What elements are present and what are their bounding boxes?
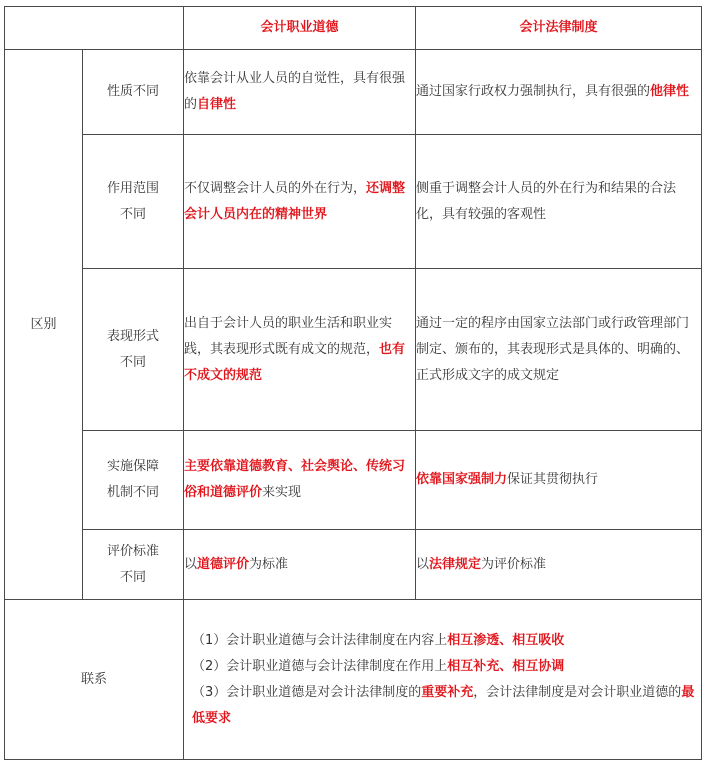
aspect-label-line: 不同 <box>119 354 146 370</box>
moral-cell <box>184 50 416 135</box>
relation-content <box>184 600 702 760</box>
aspect-label-line: 作用范围 <box>106 180 159 196</box>
law-cell <box>416 431 702 530</box>
header-row <box>5 7 702 50</box>
body-text: 出自于会计人员的职业生活和职业实践，其表现形式既有成文的规范， <box>184 315 393 357</box>
body-text: 依靠会计从业人员的自觉性，具有很强的 <box>184 71 406 112</box>
aspect-label-line: 性质不同 <box>106 84 159 99</box>
table-row <box>5 269 702 431</box>
highlight-text: 重要补充 <box>421 684 474 700</box>
body-text: ，会计法律制度是对会计职业道德的 <box>473 684 682 700</box>
relation-item <box>184 628 701 654</box>
body-text: 不仅调整会计人员的外在行为， <box>184 180 367 196</box>
aspect-label-line: 表现形式 <box>106 328 159 344</box>
body-text: （1）会计职业道德与会计法律制度在内容上 <box>192 632 448 648</box>
relation-item <box>184 654 701 680</box>
body-text: 保证其贯彻执行 <box>507 472 599 487</box>
body-text: （3）会计职业道德是对会计法律制度的 <box>192 684 422 700</box>
body-text: 来实现 <box>262 485 302 500</box>
body-text: 通过一定的程序由国家立法部门或行政管理部门制定、颁布的，其表现形式是具体的、明确的、正式形成文字的成文规定 <box>416 315 690 383</box>
body-text: 通过国家行政权力强制执行，具有很强的 <box>416 84 651 99</box>
header-blank-cell <box>5 7 184 50</box>
highlight-text: 道德评价 <box>197 556 250 572</box>
body-text: 为评价标准 <box>481 556 547 572</box>
highlight-text: 相互渗透、相互吸收 <box>447 632 565 648</box>
highlight-text: 自律性 <box>197 97 237 112</box>
relation-row <box>5 600 702 760</box>
comparison-table <box>4 6 702 760</box>
highlight-text: 还调整会计人员内在的精神世界 <box>184 180 406 222</box>
highlight-text: 依靠国家强制力 <box>416 472 508 487</box>
law-cell <box>416 135 702 269</box>
table-row <box>5 431 702 530</box>
moral-cell <box>184 269 416 431</box>
aspect-cell <box>83 50 184 135</box>
highlight-text: 他律性 <box>650 84 690 99</box>
highlight-text: 主要依靠道德教育、社会舆论、传统习俗和道德评价 <box>184 459 406 500</box>
body-text: （2）会计职业道德与会计法律制度在作用上 <box>192 658 448 674</box>
aspect-cell <box>83 269 184 431</box>
aspect-cell <box>83 431 184 530</box>
header-law: 会计法律制度 <box>416 7 702 50</box>
relation-label: 联系 <box>5 600 184 760</box>
highlight-text: 也有不成文的规范 <box>184 341 406 383</box>
law-cell <box>416 530 702 600</box>
moral-cell <box>184 135 416 269</box>
law-cell <box>416 269 702 431</box>
body-text: 以 <box>184 556 198 572</box>
comparison-page <box>4 6 701 760</box>
aspect-cell <box>83 135 184 269</box>
aspect-label-line: 实施保障 <box>106 459 159 474</box>
body-text: 为标准 <box>249 556 289 572</box>
relation-item <box>184 680 701 732</box>
aspect-label-line: 不同 <box>119 206 146 222</box>
aspect-cell <box>83 530 184 600</box>
table-row <box>5 135 702 269</box>
highlight-text: 相互补充、相互协调 <box>447 658 565 674</box>
header-moral: 会计职业道德 <box>184 7 416 50</box>
aspect-label-line: 机制不同 <box>106 485 159 500</box>
aspect-label-line: 不同 <box>119 569 146 585</box>
body-text: 侧重于调整会计人员的外在行为和结果的合法化，具有较强的客观性 <box>416 180 677 222</box>
highlight-text: 最低要求 <box>192 684 695 726</box>
highlight-text: 法律规定 <box>429 556 482 572</box>
moral-cell <box>184 530 416 600</box>
table-row <box>5 530 702 600</box>
table-row <box>5 50 702 135</box>
aspect-label-line: 评价标准 <box>106 543 159 559</box>
distinction-label: 区别 <box>5 50 83 600</box>
law-cell <box>416 50 702 135</box>
moral-cell <box>184 431 416 530</box>
body-text: 以 <box>416 556 430 572</box>
